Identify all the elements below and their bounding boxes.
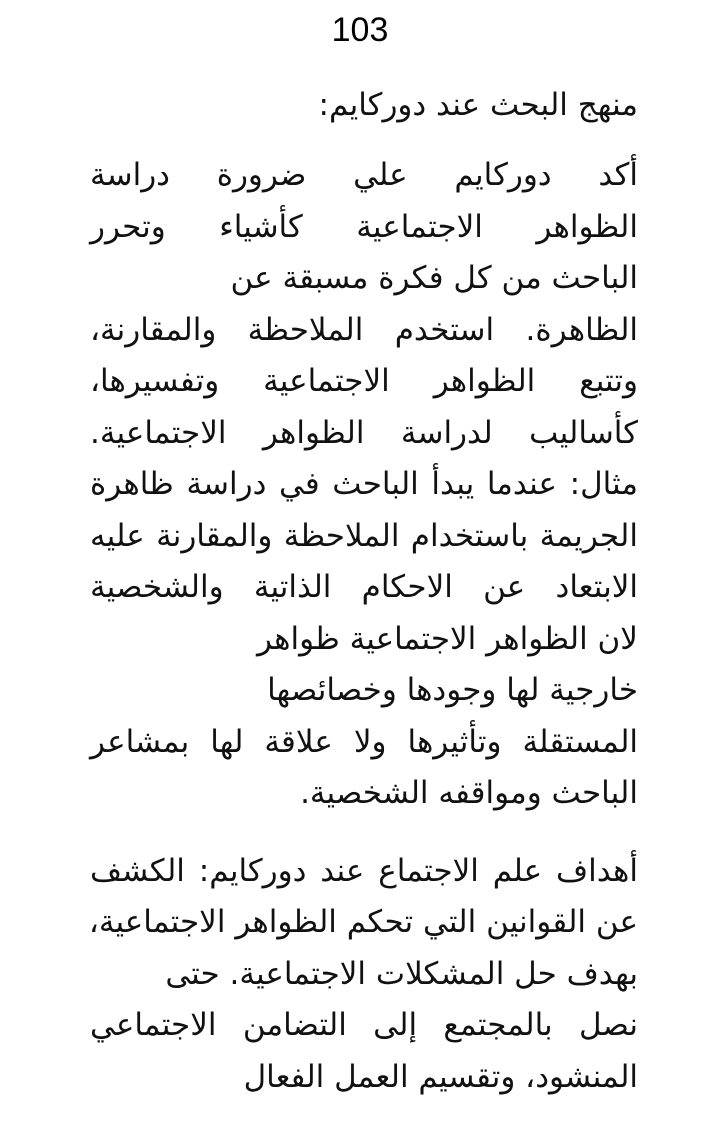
paragraph-sociology-goals (90, 846, 638, 1104)
text-line: أهداف علم الاجتماع عند دوركايم: الكشف (90, 852, 638, 889)
text-line: الظاهرة. استخدم الملاحظة والمقارنة، (90, 311, 638, 348)
paragraph-spacer (90, 820, 638, 846)
text-line: الجريمة باستخدام الملاحظة والمقارنة عليه (90, 517, 638, 554)
text-line: خارجية لها وجودها وخصائصها (267, 672, 638, 708)
page-content (90, 82, 638, 1103)
text-line: عن القوانين التي تحكم الظواهر الاجتماعية، (88, 904, 638, 940)
text-line: الباحث ومواقفه الشخصية. (300, 775, 638, 811)
text-line: أكد دوركايم علي ضرورة دراسة (90, 157, 638, 193)
text-line: المنشود، وتقسيم العمل الفعال (243, 1058, 638, 1095)
text-line: المستقلة وتأثيرها ولا علاقة لها بمشاعر (90, 723, 638, 760)
text-line: بهدف حل المشكلات الاجتماعية. حتى (165, 955, 638, 992)
text-line: كأساليب لدراسة الظواهر الاجتماعية. (90, 414, 638, 451)
paragraph-research-method (90, 150, 638, 820)
text-line: لان الظواهر الاجتماعية ظواهر (257, 620, 638, 657)
text-line: مثال: عندما يبدأ الباحث في دراسة ظاهرة (90, 466, 638, 502)
text-line: وتتبع الظواهر الاجتماعية وتفسيرها، (90, 363, 638, 399)
text-line: نصل بالمجتمع إلى التضامن الاجتماعي (90, 1007, 638, 1043)
text-line: الباحث من كل فكرة مسبقة عن (230, 260, 638, 296)
page-number: 103 (331, 11, 389, 49)
text-line: الظواهر الاجتماعية كأشياء وتحرر (90, 208, 638, 245)
text-line: الابتعاد عن الاحكام الذاتية والشخصية (90, 569, 638, 605)
section-heading-research-method: منهج البحث عند دوركايم: (318, 87, 638, 123)
